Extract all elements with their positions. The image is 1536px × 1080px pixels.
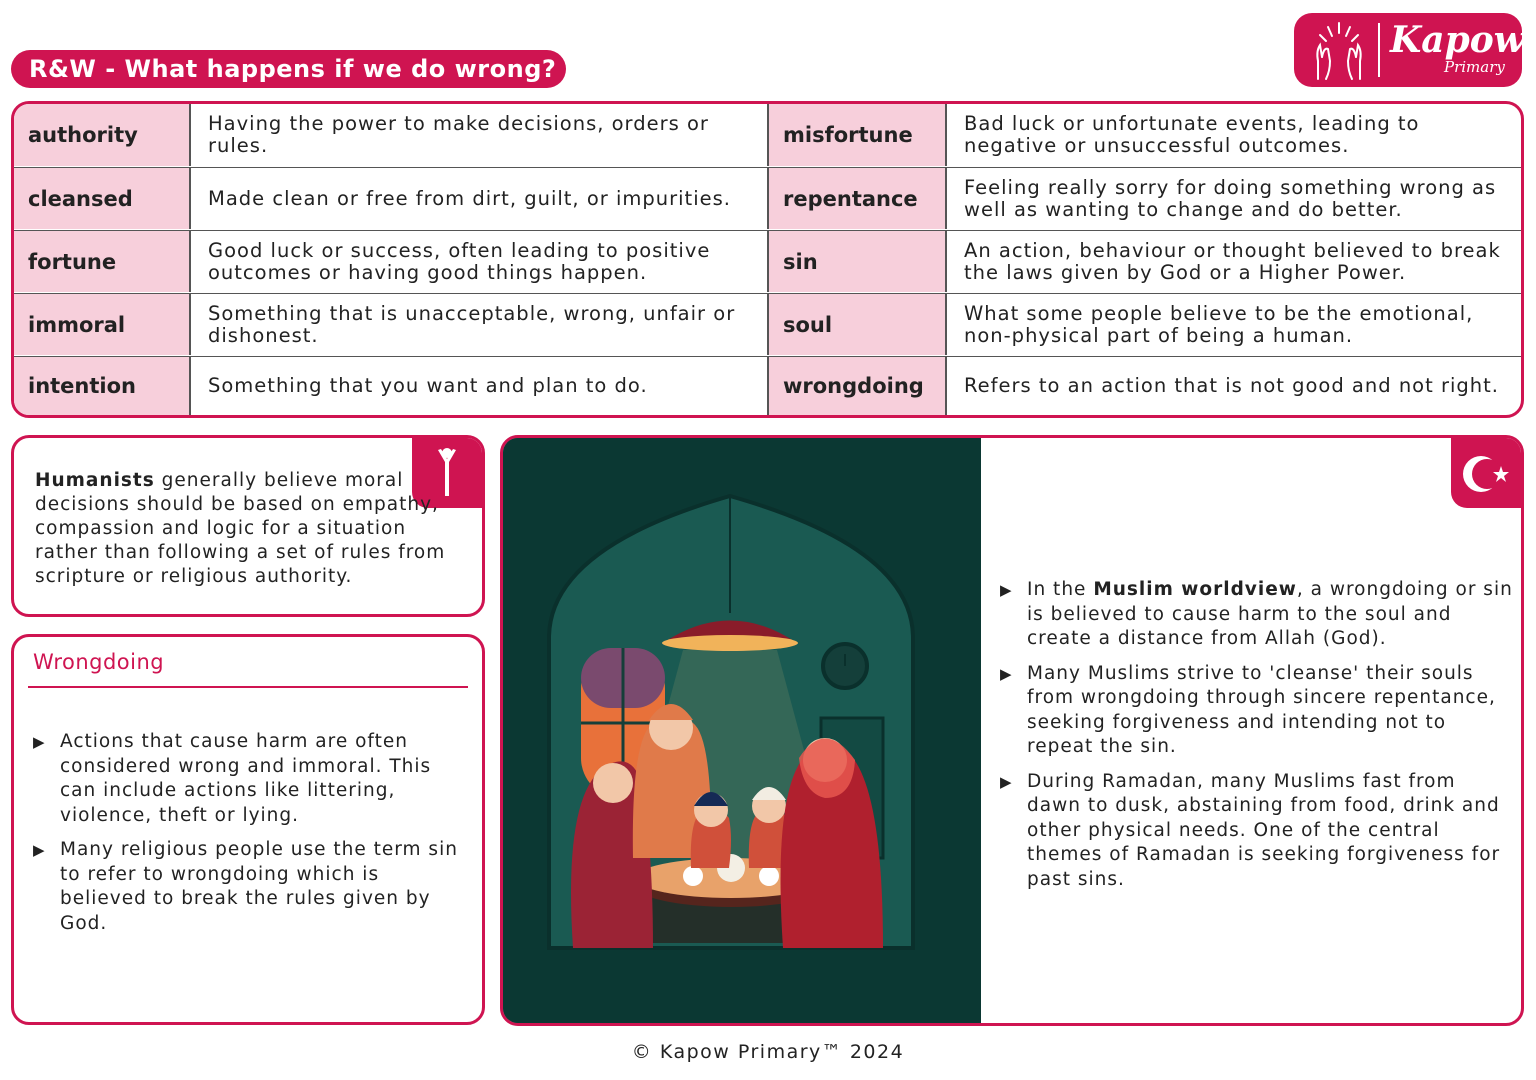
arrow-icon: ▶: [1000, 772, 1013, 791]
vocab-definition: What some people believe to be the emotional, non-physical part of being a human.: [964, 301, 1474, 347]
vocab-definition: Something that you want and plan to do.: [191, 357, 769, 415]
arrow-icon: ▶: [1000, 581, 1013, 599]
list-item-text: During Ramadan, many Muslims fast from dawn to dusk, abstaining from food, drink and other physical needs. One of the central themes of Ramadan is seeking forgiveness for past sins.: [1027, 770, 1501, 890]
vocabulary-table: [11, 101, 1524, 418]
vocab-term: wrongdoing: [769, 357, 947, 415]
vocab-definition: Having the power to make decisions, orders or rules.: [191, 104, 769, 166]
logo-divider: [1378, 23, 1380, 77]
logo-subtitle: Primary: [1444, 58, 1505, 76]
list-item-text: Many religious people use the term sin to refer to wrongdoing which is believed to break the rules given by God.: [60, 839, 458, 934]
list-item-post: , a wrongdoing or sin is believed to cause harm to the soul and create a distance from Allah (God).: [1027, 579, 1513, 649]
list-item: [33, 838, 463, 936]
list-item: [1000, 578, 1515, 652]
muslim-panel: [500, 435, 1524, 1026]
crescent-star-icon: [1461, 452, 1513, 496]
list-item: [33, 730, 463, 828]
humanist-panel: [11, 435, 485, 617]
arrow-icon: ▶: [1000, 664, 1013, 683]
vocab-term: cleansed: [14, 168, 191, 229]
vocab-term: immoral: [14, 294, 191, 355]
humanist-body: generally believe moral decisions should be based on empathy, compassion and logic for a situation rather than following a set of rules from scripture or religious authority.: [35, 470, 446, 587]
vocab-term: fortune: [14, 231, 191, 292]
table-row: [14, 104, 1521, 166]
vocab-definition: Feeling really sorry for doing something wrong as well as wanting to change and do better.: [964, 175, 1497, 221]
kapow-logo[interactable]: [1294, 13, 1525, 87]
humanist-bold: Humanists: [35, 470, 155, 491]
humanist-text: [35, 469, 455, 589]
heading-underline: [28, 686, 468, 688]
hands-icon: [1308, 21, 1370, 81]
arrow-icon: ▶: [33, 733, 46, 751]
table-row: [14, 293, 1521, 355]
muslim-list: [1000, 578, 1515, 902]
vocab-term: misfortune: [769, 104, 947, 166]
wrongdoing-list: [33, 730, 463, 946]
list-item: [1000, 770, 1515, 893]
table-row: [14, 356, 1521, 415]
list-item-text: Many Muslims strive to 'cleanse' their souls from wrongdoing through sincere repentance, seeking forgiveness and intending not to repeat the sin.: [1027, 662, 1496, 757]
muslim-tab: [1451, 438, 1521, 508]
iftar-scene-image: [503, 438, 981, 1023]
list-item-bold: Muslim worldview: [1093, 579, 1297, 600]
vocab-term: intention: [14, 357, 191, 415]
arrow-icon: ▶: [33, 841, 46, 859]
table-row: [14, 167, 1521, 229]
vocab-definition: Good luck or success, often leading to positive outcomes or having good things happen.: [191, 231, 769, 292]
logo-wordmark: Kapow: [1390, 19, 1525, 61]
table-row: [14, 230, 1521, 292]
wrongdoing-panel: [11, 634, 485, 1025]
list-item-pre: In the: [1027, 579, 1094, 600]
page-title: R&W - What happens if we do wrong?: [11, 50, 566, 88]
vocab-definition: Bad luck or unfortunate events, leading to negative or unsuccessful outcomes.: [964, 112, 1420, 157]
vocab-definition: Made clean or free from dirt, guilt, or impurities.: [191, 168, 769, 229]
vocab-term: repentance: [769, 168, 947, 229]
copyright-footer: © Kapow Primary™ 2024: [631, 1041, 905, 1063]
vocab-term: sin: [769, 231, 947, 292]
vocab-definition: An action, behaviour or thought believed to break the laws given by God or a Higher Power.: [964, 238, 1501, 284]
ramadan-family-illustration: [503, 438, 981, 1023]
list-item-text: Actions that cause harm are often considered wrong and immoral. This can include actions like littering, violence, theft or lying.: [60, 731, 432, 826]
vocab-definition: Refers to an action that is not good and not right.: [964, 374, 1499, 397]
wrongdoing-heading: Wrongdoing: [33, 650, 165, 674]
vocab-term: authority: [14, 104, 191, 166]
vocab-definition: Something that is unacceptable, wrong, unfair or dishonest.: [191, 294, 769, 355]
vocab-term: soul: [769, 294, 947, 355]
list-item: [1000, 662, 1515, 760]
